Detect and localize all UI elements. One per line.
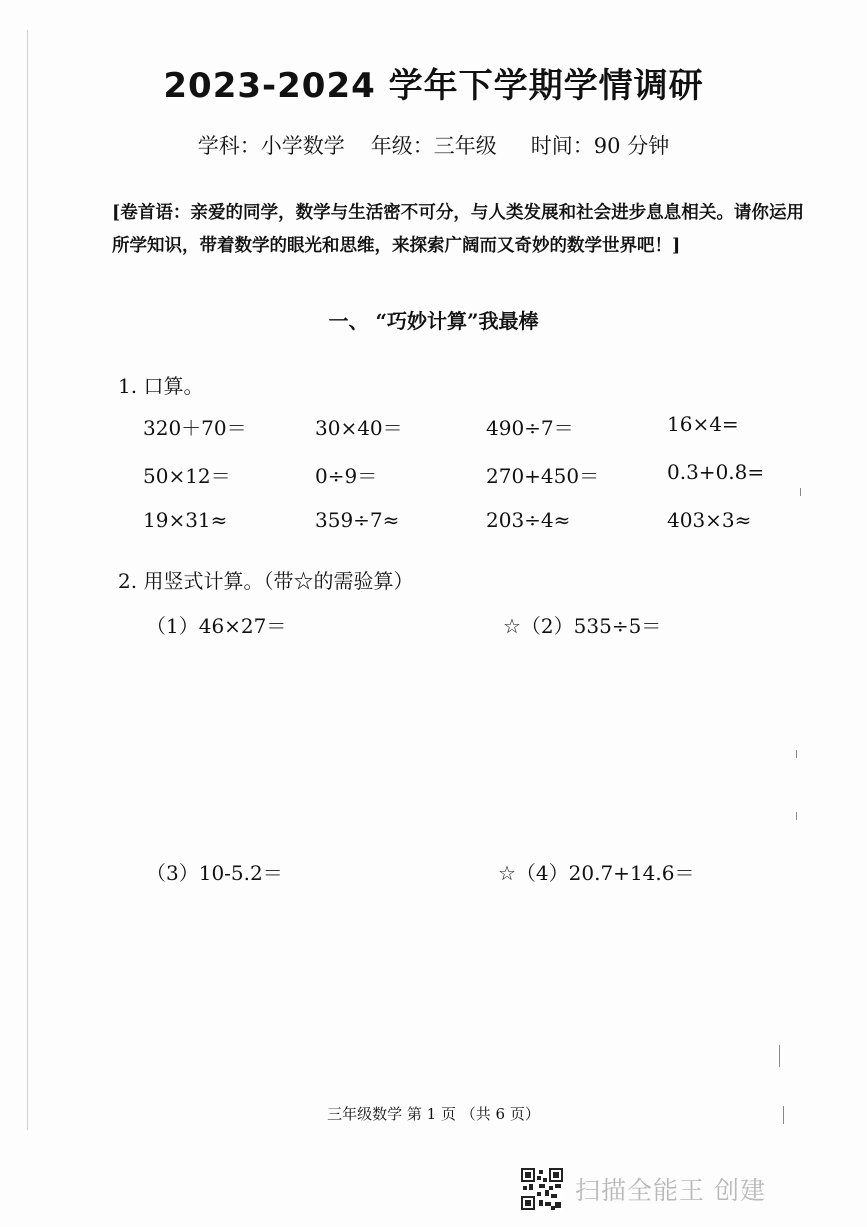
mental-math-grid bbox=[143, 412, 803, 556]
mental-math-item: 0.3+0.8= bbox=[667, 460, 765, 484]
mental-math-item: 50×12＝ bbox=[143, 464, 231, 488]
mental-math-item: 320＋70＝ bbox=[143, 416, 247, 440]
mental-math-item: 30×40＝ bbox=[315, 416, 403, 440]
watermark-text: 扫描全能王 创建 bbox=[575, 1176, 766, 1205]
mental-math-item: 16×4= bbox=[667, 412, 739, 436]
vertical-calc-item-4: ☆（4）20.7+14.6＝ bbox=[498, 861, 695, 885]
question-1-title: 1. 口算。 bbox=[118, 374, 204, 398]
scan-mark bbox=[779, 1045, 780, 1067]
scan-mark bbox=[796, 750, 797, 758]
mental-math-item: 403×3≈ bbox=[667, 508, 752, 532]
vertical-calc-item-1: （1）46×27＝ bbox=[146, 614, 287, 638]
exam-meta bbox=[0, 130, 867, 160]
scanner-watermark bbox=[521, 1167, 766, 1211]
subject-label: 学科：小学数学 bbox=[197, 134, 345, 158]
preface-text: [卷首语：亲爱的同学，数学与生活密不可分，与人类发展和社会进步息息相关。请你运用所学知识，带着数学的眼光和思维，来探索广阔而又奇妙的数学世界吧！] bbox=[112, 203, 804, 256]
mental-math-item: 203÷4≈ bbox=[486, 508, 571, 532]
mental-math-item: 19×31≈ bbox=[143, 508, 228, 532]
mental-math-item: 359÷7≈ bbox=[315, 508, 400, 532]
mental-math-row bbox=[143, 460, 803, 508]
grade-label: 年级：三年级 bbox=[370, 134, 497, 158]
vertical-calc-item-2: ☆（2）535÷5＝ bbox=[503, 614, 662, 638]
vertical-calc-item-3: （3）10-5.2＝ bbox=[146, 861, 283, 885]
mental-math-row bbox=[143, 508, 803, 556]
scan-mark bbox=[796, 812, 797, 820]
question-2-title: 2. 用竖式计算。（带☆的需验算） bbox=[118, 569, 414, 593]
qr-code-icon bbox=[521, 1168, 563, 1210]
mental-math-item: 270+450＝ bbox=[486, 464, 600, 488]
page-title: 2023-2024 学年下学期学情调研 bbox=[163, 66, 704, 106]
mental-math-row bbox=[143, 412, 803, 460]
page-footer: 三年级数学 第 1 页 （共 6 页） bbox=[327, 1105, 540, 1123]
scan-mark bbox=[800, 488, 801, 496]
mental-math-item: 490÷7＝ bbox=[486, 416, 574, 440]
scan-edge-line bbox=[27, 30, 28, 1130]
mental-math-item: 0÷9＝ bbox=[315, 464, 378, 488]
time-label: 时间：90 分钟 bbox=[530, 134, 670, 158]
section-1-title: 一、 “巧妙计算”我最棒 bbox=[328, 309, 539, 333]
